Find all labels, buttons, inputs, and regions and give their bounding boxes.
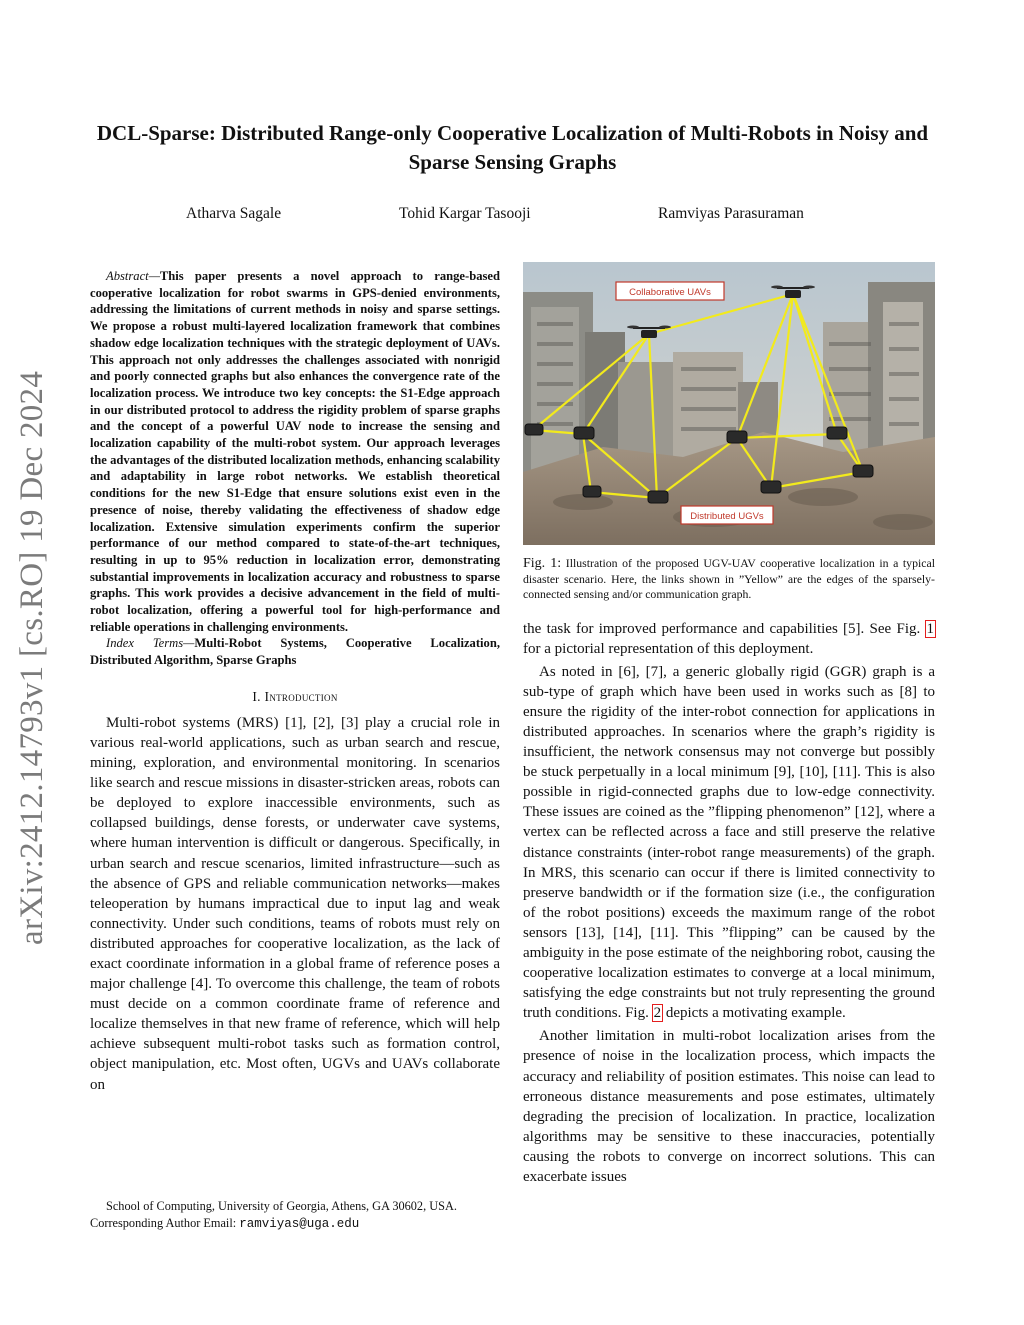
index-terms-lead: Index Terms [106, 636, 184, 651]
right-paragraph-noise: Another limitation in multi-robot localization arises from the presence of noise in the localization process, which impacts the accuracy and reliability of position estimates. This noise can lead to erroneous distance measurements and pose estimates, ultimately degrading the precision of localization. In practice, localization algorithms may be sensitive to these inaccuracies, potentially causing the robots to converge on incorrect solutions. This can exacerbate issues [523, 1028, 935, 1186]
abstract-dash: — [148, 269, 160, 283]
index-terms-text: Multi-Robot Systems, Cooperative Localization, Distributed Algorithm, Sparse Graphs [90, 636, 500, 668]
abstract-lead: Abstract [106, 269, 149, 283]
caption-text: Illustration of the proposed UGV-UAV cooperative localization in a typical disaster scenario. Here, the links shown in ”Yellow” are the edges of the sparsely-connected sensing and/or communication graph. [523, 556, 935, 601]
figure-1-link[interactable]: 1 [926, 620, 934, 637]
intro-paragraph: Multi-robot systems (MRS) [1], [2], [3] play a crucial role in various real-world applications, such as urban search and rescue, mining, exploration, and environmental monitoring. In scenarios like search and rescue missions in disaster-stricken areas, robots can be deployed to explore inaccessible environments, such as collapsed buildings, dense forests, or underwater cave systems, where human intervention is difficult or dangerous. Specifically, in urban search and rescue scenarios, limited infrastructure—such as the absence of GPS and reliable communication networks—makes teleoperation by humans impractical due to input lag and weak connectivity. Under such conditions, teams of robots must rely on distributed approaches for cooperative localization, as the lack of exact coordinate information in a global frame of reference poses a major challenge [4]. To overcome this challenge, the team of robots must decide on a common coordinate frame of reference and localize themselves in that new frame of reference, which will help achieve subsequent multi-robot tasks such as formation control, object manipulation, etc. Most often, UGVs and UAVs collaborate on [90, 714, 500, 1093]
author-name: Atharva Sagale [186, 205, 282, 222]
figure-label: Fig. 1: [523, 556, 562, 571]
text-span: for a pictorial representation of this deployment. [523, 640, 814, 657]
affiliation-footnote [90, 1198, 510, 1232]
author-list [90, 205, 935, 227]
affiliation-line: School of Computing, University of Georgia, Athens, GA 30602, USA. [106, 1199, 457, 1213]
section-title: Introduction [264, 688, 338, 704]
svg-text:Distributed UGVs: Distributed UGVs [690, 511, 764, 522]
label-collaborative-uavs [616, 282, 724, 300]
index-terms [90, 635, 500, 668]
figure-1-illustration [523, 262, 935, 545]
text-span: As noted in [6], [7], a generic globally rigid (GGR) graph is a sub-type of graph which have been used in works such as [8] to ensure the rigidity of the inter-robot connection for applications in distributed approaches. In scenarios where the graph’s rigidity is insufficient, the network consensus may not converge but possibly be stuck perpetually in a local minimum [9], [10], [11]. This is also possible in rigid-connected graphs due to low-edge connectivity. These issues are coined as the ”flipping phenomenon” [12], where a vertex can be reflected across a face and still preserve the relative distance constraints (inter-robot range measurements) of the graph. In MRS, this scenario can occur if there is limited connectivity to preserve bandwidth or if the formation size (i.e., the configuration of the robot positions) exceeds the maximum range of the robot sensors [13], [14], [11]. This ”flipping” can be caused by the ambiguity in the pose estimate of the neighboring robot, causing the cooperative localization estimates to converge at a local minimum, satisfying the edge constraints but not truly representing the ground truth conditions. Fig. [523, 663, 935, 1022]
right-paragraph-ggr [523, 662, 935, 1024]
abstract-text: This paper presents a novel approach to range-based cooperative localization for robot swarms in GPS-denied environments, addressing the limitations of current methods in noisy and sparse settings. We propose a robust multi-layered localization framework that combines shadow edge localization techniques with the strategic deployment of UAVs. This approach not only addresses the challenges associated with nonrigid and poorly connected graphs but also enhances the convergence rate of the localization process. We introduce two key concepts: the S1-Edge approach in our distributed protocol to address the rigidity problem of sparse graphs and the concept of a powerful UAV node to increase the sensing and localization capability of the multi-robot system. Our approach leverages the advantages of the distributed localization methods, enhancing scalability and adaptability in large robot networks. We establish theoretical conditions for the new S1-Edge that ensure solutions exist even in the presence of noise, thereby validating the effectiveness of shadow edge localization. Extensive simulation experiments confirm the superior performance of our method compared to state-of-the-art techniques, resulting in up to 95% reduction in localization error, demonstrating substantial improvements in localization accuracy and robustness to sparse graphs. This work provides a decisive advancement in the field of multi-robot localization, offering a powerful tool for high-performance and reliable operations in challenging environments. [90, 269, 500, 634]
abstract [90, 268, 500, 635]
author-name: Tohid Kargar Tasooji [399, 205, 531, 222]
label-distributed-ugvs [681, 506, 773, 524]
figure-2-link[interactable]: 2 [653, 1005, 662, 1022]
right-paragraph-continued [523, 619, 935, 659]
section-number: I. [252, 688, 261, 704]
left-column [90, 268, 500, 1095]
email-prefix: Corresponding Author Email: [90, 1215, 240, 1230]
index-terms-dash: — [183, 636, 195, 651]
disaster-scene-image [523, 262, 935, 545]
author-email: ramviyas@uga.edu [239, 1216, 360, 1231]
section-heading-introduction [90, 689, 500, 705]
email-line [90, 1215, 510, 1233]
figure-1-caption [523, 556, 935, 603]
author-name: Ramviyas Parasuraman [658, 205, 804, 222]
text-span: the task for improved performance and capabilities [5]. See Fig. [523, 620, 926, 637]
arxiv-identifier-stamp: arXiv:2412.14793v1 [cs.RO] 19 Dec 2024 [14, 370, 50, 945]
right-column [523, 262, 935, 1187]
svg-text:Collaborative UAVs: Collaborative UAVs [629, 287, 711, 298]
text-span: depicts a motivating example. [662, 1005, 846, 1022]
paper-title: DCL-Sparse: Distributed Range-only Cooperative Localization of Multi-Robots in Noisy and Sparse Sensing Graphs [96, 121, 929, 174]
